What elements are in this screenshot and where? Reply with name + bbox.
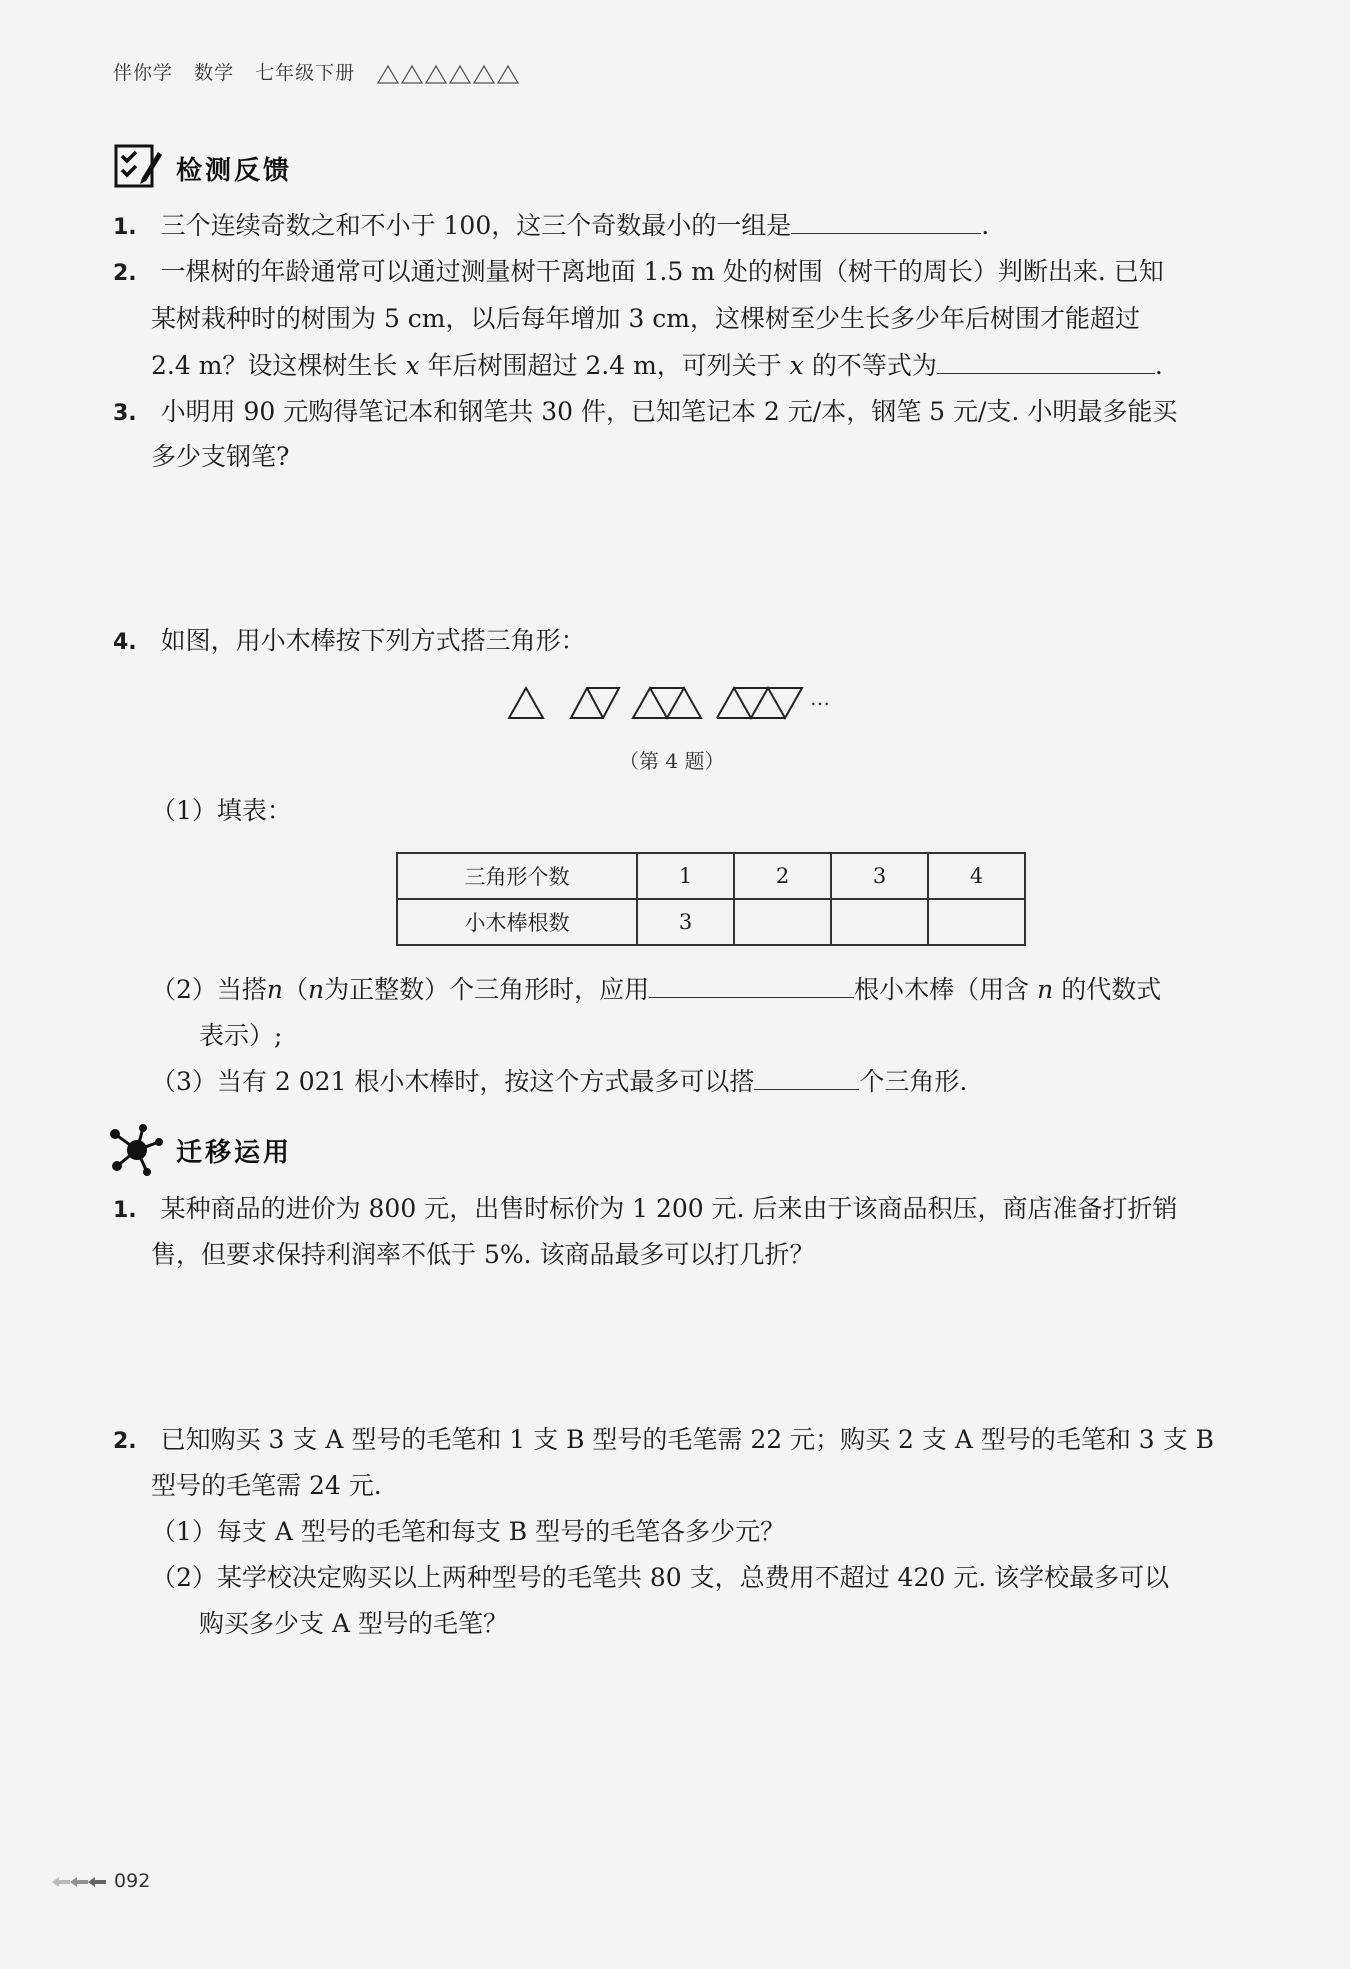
question-2-line-1 [113,249,1164,297]
triangle-stick-figure [505,680,845,722]
question-text: 一棵树的年龄通常可以通过测量树干离地面 1.5 m 处的树围（树干的周长）判断出来. 已知 [160,257,1164,286]
question-2-line-3 [151,343,1163,389]
variable-n: n [1037,975,1054,1004]
table-answer-cell[interactable] [831,899,928,945]
running-header [113,58,526,85]
variable-x: x [789,351,804,380]
application-question-2-sub-2-line-2: 购买多少支 A 型号的毛笔？ [199,1609,508,1638]
question-text: 的代数式 [1061,975,1162,1004]
table-cell: 4 [928,853,1025,899]
question-text: 如图，用小木棒按下列方式搭三角形： [160,626,586,655]
table-row [397,853,1025,899]
table-cell: 2 [734,853,831,899]
page-footer [50,1870,150,1892]
question-3-line-1 [113,389,1177,437]
table-cell: 3 [637,899,734,945]
question-text: 的不等式为 [811,351,937,380]
application-question-2-line-2: 型号的毛笔需 24 元. [151,1471,382,1500]
table-row-label: 小木棒根数 [397,899,637,945]
molecule-icon [107,1122,167,1178]
figure-four-triangles [717,688,802,718]
figure-two-triangles [571,688,619,718]
question-2-line-2: 某树栽种时的树围为 5 cm，以后每年增加 3 cm，这棵树至少生长多少年后树围才能超过 [151,304,1141,333]
section-title-feedback: 检测反馈 [176,156,293,186]
question-text: （2）当搭 [151,975,267,1004]
period: . [981,211,990,240]
table-cell: 3 [831,853,928,899]
page-number: 092 [114,1870,151,1892]
table-answer-cell[interactable] [928,899,1025,945]
question-number: 4. [113,630,137,655]
question-number: 2. [113,261,137,286]
figure-one-triangle [509,688,543,718]
question-4-intro [113,618,586,666]
question-text: 为正整数）个三角形时，应用 [324,975,650,1004]
question-text: 小明用 90 元购得笔记本和钢笔共 30 件，已知笔记本 2 元/本，钢笔 5 元/支. 小明最多能买 [160,397,1178,426]
grade-label: 七年级下册 [255,62,356,84]
section-title-application: 迁移运用 [176,1138,293,1168]
fill-in-table [396,852,1026,946]
table-answer-cell[interactable] [734,899,831,945]
figure-ellipsis: … [810,686,830,710]
answer-blank[interactable] [649,971,854,998]
variable-x: x [405,351,420,380]
question-4-sub-2-line-2: 表示）; [199,1021,283,1050]
question-text: 年后树围超过 2.4 m，可列关于 [427,351,782,380]
figure-caption: （第 4 题） [619,749,725,773]
question-text: 三个连续奇数之和不小于 100，这三个奇数最小的一组是 [160,211,792,240]
variable-n: n [266,975,284,1004]
question-text: 个三角形. [859,1067,968,1096]
answer-blank[interactable] [937,347,1155,374]
question-number: 3. [113,401,137,426]
application-question-2-sub-2-line-1: （2）某学校决定购买以上两种型号的毛笔共 80 支，总费用不超过 420 元. 该学校最多可以 [151,1563,1170,1592]
question-text: （ [283,975,309,1004]
question-text: 根小木棒（用含 [854,975,1030,1004]
question-3-line-2: 多少支钢笔? [151,442,290,471]
application-question-2-line-1 [113,1417,1214,1465]
triangle-decoration-icon [376,63,526,85]
table-row-label: 三角形个数 [397,853,637,899]
question-number: 1. [113,215,137,240]
subject-label: 数学 [194,62,235,84]
answer-blank[interactable] [791,207,981,234]
question-1 [113,203,989,251]
question-4-sub-1: （1）填表： [151,796,292,825]
question-number: 2. [113,1429,137,1454]
back-arrows-icon [50,1875,108,1889]
period: . [1154,351,1163,380]
application-question-1-line-2: 售，但要求保持利润率不低于 5%. 该商品最多可以打几折？ [151,1240,815,1269]
question-number: 1. [113,1198,137,1223]
figure-three-triangles [633,688,701,718]
application-question-1-line-1 [113,1186,1178,1234]
answer-blank[interactable] [754,1063,859,1090]
book-title: 伴你学 [113,62,174,84]
table-cell: 1 [637,853,734,899]
table-row [397,899,1025,945]
checklist-icon [112,140,164,192]
application-question-2-sub-1: （1）每支 A 型号的毛笔和每支 B 型号的毛笔各多少元？ [151,1517,786,1546]
question-text: 2.4 m？设这棵树生长 [151,351,398,380]
question-text: 某种商品的进价为 800 元，出售时标价为 1 200 元. 后来由于该商品积压，商店准备打折销 [160,1194,1178,1223]
question-text: （3）当有 2 021 根小木棒时，按这个方式最多可以搭 [151,1067,755,1096]
question-4-sub-2-line-1 [151,967,1161,1013]
question-text: 已知购买 3 支 A 型号的毛笔和 1 支 B 型号的毛笔需 22 元；购买 2 支 A 型号的毛笔和 3 支 B [160,1425,1214,1454]
variable-n: n [308,975,325,1004]
question-4-sub-3 [151,1059,967,1105]
